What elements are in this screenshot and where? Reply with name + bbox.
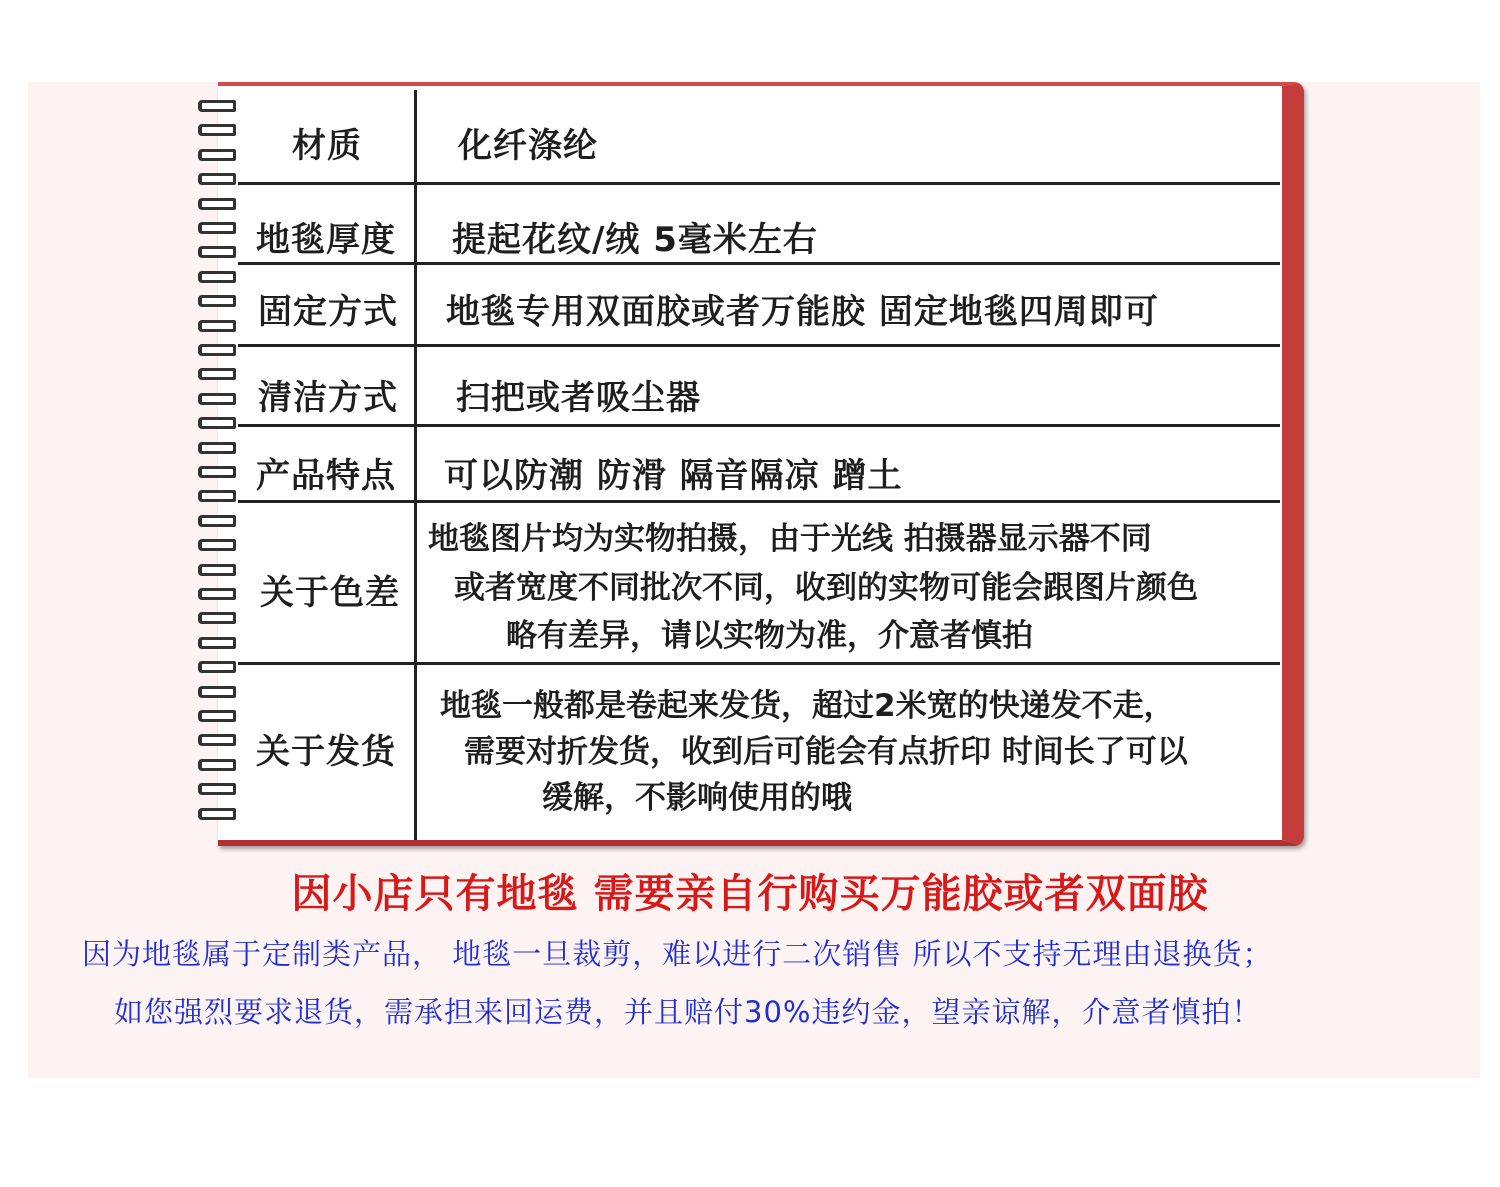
row-divider xyxy=(238,262,1280,265)
spiral-ring xyxy=(198,417,236,429)
row-label-cleaning: 清洁方式 xyxy=(258,378,398,418)
color-difference-line: 或者宽度不同批次不同，收到的实物可能会跟图片颜色 xyxy=(454,570,1198,606)
spiral-ring xyxy=(198,100,236,112)
color-difference-line: 地毯图片均为实物拍摄，由于光线 拍摄器显示器不同 xyxy=(428,521,1152,557)
shipping-line: 需要对折发货，收到后可能会有点折印 时间长了可以 xyxy=(464,734,1188,770)
column-divider xyxy=(414,90,417,840)
spiral-ring xyxy=(198,515,236,527)
spiral-ring xyxy=(198,710,236,722)
color-difference-line: 略有差异，请以实物为准，介意者慎拍 xyxy=(506,618,1033,654)
spiral-ring xyxy=(198,271,236,283)
spiral-ring xyxy=(198,442,236,454)
row-label-fixing: 固定方式 xyxy=(258,292,398,332)
row-label-features: 产品特点 xyxy=(256,456,396,496)
spiral-ring xyxy=(198,637,236,649)
row-divider xyxy=(238,344,1280,347)
spiral-ring xyxy=(198,783,236,795)
spiral-ring xyxy=(198,246,236,258)
return-policy-line: 因为地毯属于定制类产品， 地毯一旦裁剪，难以进行二次销售 所以不支持无理由退换货； xyxy=(82,937,1273,971)
spiral-ring xyxy=(198,173,236,185)
row-divider xyxy=(238,662,1280,665)
row-label-color-difference: 关于色差 xyxy=(260,573,400,613)
shipping-line: 缓解，不影响使用的哦 xyxy=(542,780,852,816)
spiral-ring xyxy=(198,686,236,698)
shipping-line: 地毯一般都是卷起来发货，超过2米宽的快递发不走， xyxy=(440,688,1175,724)
spiral-ring xyxy=(198,661,236,673)
row-value-features: 可以防潮 防滑 隔音隔凉 蹭土 xyxy=(444,456,903,496)
spiral-binding xyxy=(198,100,238,830)
row-value-fixing: 地毯专用双面胶或者万能胶 固定地毯四周即可 xyxy=(446,292,1159,332)
spiral-ring xyxy=(198,222,236,234)
row-value-material: 化纤涤纶 xyxy=(458,126,598,166)
spiral-ring xyxy=(198,344,236,356)
spiral-ring xyxy=(198,539,236,551)
row-divider xyxy=(238,500,1280,503)
spiral-ring xyxy=(198,198,236,210)
spiral-ring xyxy=(198,124,236,136)
row-label-shipping: 关于发货 xyxy=(256,732,396,772)
row-label-thickness: 地毯厚度 xyxy=(256,220,396,260)
spiral-ring xyxy=(198,588,236,600)
spiral-ring xyxy=(198,759,236,771)
row-value-cleaning: 扫把或者吸尘器 xyxy=(456,378,701,418)
spiral-ring xyxy=(198,320,236,332)
spiral-ring xyxy=(198,466,236,478)
spiral-ring xyxy=(198,612,236,624)
spiral-ring xyxy=(198,490,236,502)
spiral-ring xyxy=(198,734,236,746)
row-value-thickness: 提起花纹/绒 5毫米左右 xyxy=(452,220,818,260)
spiral-ring xyxy=(198,808,236,820)
spiral-ring xyxy=(198,393,236,405)
row-divider xyxy=(238,182,1280,185)
row-label-material: 材质 xyxy=(292,126,362,166)
spiral-ring xyxy=(198,368,236,380)
spiral-ring xyxy=(198,564,236,576)
return-policy-line: 如您强烈要求退货，需承担来回运费，并且赔付30%违约金，望亲谅解，介意者慎拍！ xyxy=(114,995,1262,1029)
row-divider xyxy=(238,424,1280,427)
spiral-ring xyxy=(198,149,236,161)
adhesive-notice: 因小店只有地毯 需要亲自行购买万能胶或者双面胶 xyxy=(291,871,1209,917)
spiral-ring xyxy=(198,295,236,307)
